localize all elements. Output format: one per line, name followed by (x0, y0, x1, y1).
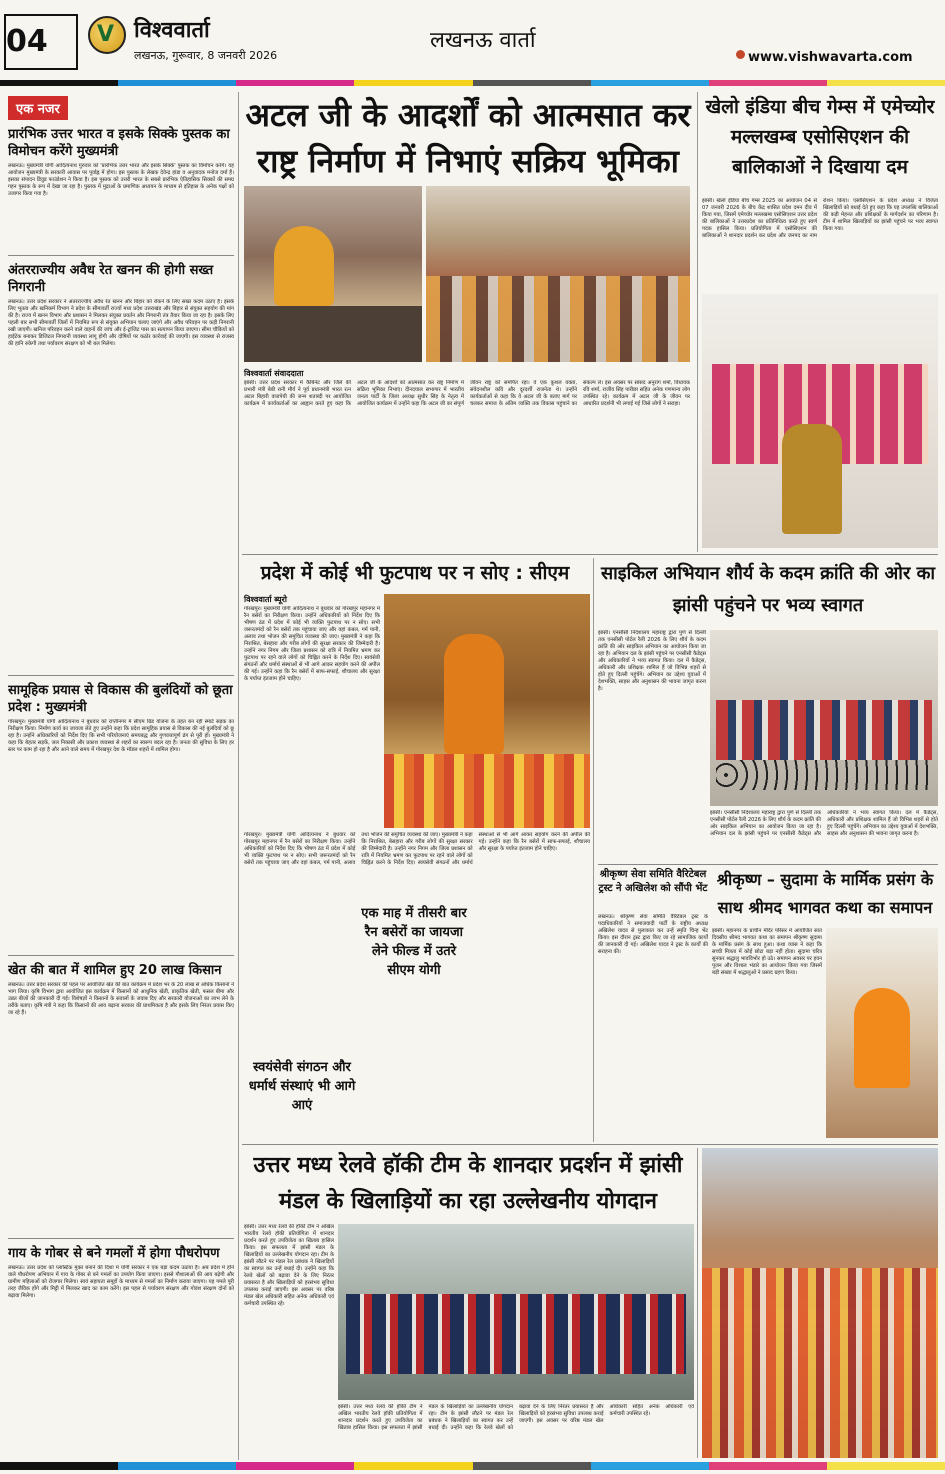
column-rule (238, 92, 239, 1460)
lead-byline: विश्ववार्ता संवाददाता (244, 369, 304, 378)
mallakhamb-photo (702, 294, 938, 548)
katha-crowd-photo (702, 1148, 938, 1458)
left-column (8, 96, 234, 1458)
cycle-photo (710, 630, 938, 806)
photo-figure (854, 988, 910, 1088)
photo-wheels (716, 760, 932, 790)
footpath-byline: विश्ववार्ता ब्यूरो (244, 595, 287, 604)
column-rule (697, 1148, 698, 1458)
divider (8, 255, 234, 256)
divider (8, 955, 234, 956)
story-body: लखनऊ। मुख्यमंत्री योगी आदित्यनाथ गुरुवार को 'प्रारंभिक उत्तर भारत और इसके सिक्के' पुस्तक का विमोचन करेंगे। यह आयोजन मुख्यमंत्री के सरकारी आवास पर पूर्वाह्न में होगा। इस पुस्तक के लेखक देवेन्द्र हांडा व अनुवादक मनोज दर्मा हैं। इसका संपादन डिवुड फाउंडेशन ने किया है। इस पुस्तक को उत्तरी भारत के सबसे प्रारंभिक ऐतिहासिक सिक्कों की समग्र गहन पुस्तक के रूप में देखा जा रहा है। पुस्तक में मुद्राओं के प्रमाणिक अध्ययन के माध्यम से इतिहास के अनेक पक्षों को उजागर किया गया है। (8, 163, 234, 197)
logo-letter: V (97, 22, 115, 47)
photo-figure (274, 226, 334, 306)
hockey-body-cont: झांसी। उत्तर मध्य रेलवे की हॉकी टीम ने अखिल भारतीय रेलवे हॉकी प्रतियोगिता में शानदार प्रदर्शन करते हुए उपविजेता का खिताब हासिल किया। इस सफलता में झांसी मंडल के खिलाड़ियों का उल्लेखनीय योगदान रहा। टीम के झांसी लौटने पर मंडल रेल प्रबंधक ने खिलाड़ियों का स्वागत कर उन्हें बधाई दी। उन्होंने कहा कि रेलवे खेलों को बढ़ावा देने के लिए निरंतर प्रयासरत है और खिलाड़ियों को हरसंभव सुविधा उपलब्ध कराई जाएगी। इस अवसर पर वरिष्ठ मंडल खेल अधिकारी सहित अनेक अधिकारी एवं कर्मचारी उपस्थित रहे। (338, 1404, 694, 1431)
callout-2: स्वयंसेवी संगठन और धर्मार्थ संस्थाएं भी आगे आएं (248, 1060, 356, 1113)
row-divider (598, 864, 938, 865)
photo-team-row (346, 1294, 686, 1374)
photo-cyclists (716, 700, 932, 760)
story-headline: प्रारंभिक उत्तर भारत व इसके सिक्के पुस्तक का विमोचन करेंगे मुख्यमंत्री (8, 127, 230, 159)
photo-crowd (426, 276, 690, 362)
footpath-headline: प्रदेश में कोई भी फुटपाथ पर न सोए : सीएम (260, 562, 570, 584)
story-body: लखनऊ। उत्तर प्रदेश सरकार ने अंतरराज्यीय अवैध रेत खनन और बिहार को रोकने के लिए सख्त कदम उठाए हैं। इसके लिए भूतत्व और खनिकर्म विभाग ने प्रदेश के सीमावर्ती राज्यों मध्य प्रदेश उत्तराखंड और बिहार से संयुक्त सहयोग की मांग की है। राज्य में खनन विभाग और प्रशासन ने मिलकर संयुक्त प्रवर्तन और निगरानी तंत्र तैयार किया जा रहा है। इसके लिए पहली बार सभी सीमावर्ती जिलों में नियमित रूप से संयुक्त अभियान चलाए जाएंगे और अवैध परिवहन पर कड़ी निगरानी रखी जाएगी। खनिज परिवहन करने वाले वाहनों की जांच और ई-ट्रांजिट पास का सत्यापन किया जाएगा। सीमा चौकियों को हाईटेक बनाकर डिजिटल निगरानी व्यवस्था लागू होगी और दोषियों पर कठोर कार्रवाई की जाएगी। इस व्यवस्था से राजस्व की हानि रुकेगी तथा पर्यावरण संरक्षण को भी बल मिलेगा। (8, 299, 234, 347)
lead-body: झांसी। उत्तर प्रदेश सरकार में कैबिनेट और जिले की प्रभारी मंत्री बेबी रानी मौर्य ने पूर्व प्रधानमंत्री भारत रत्न अटल बिहारी वाजपेयी की जन्म शताब्दी पर आयोजित कार्यक्रम में कार्यकर्ताओं का आह्वान करते हुए कहा कि अटल जी के आदर्शों को आत्मसात कर राष्ट्र निर्माण में सक्रिय भूमिका निभाएं। दीनदयाल सभागार में भारतीय जनता पार्टी के जिला अध्यक्ष सुधीर सिंह के नेतृत्व में आयोजित कार्यक्रम में उन्होंने कहा कि अटल जी का संपूर्ण जीवन राष्ट्र को समर्पित रहा। वे एक कुशल वक्ता, संवेदनशील कवि और दूरदर्शी राजनेता थे। उन्होंने कार्यकर्ताओं से कहा कि वे अटल जी के बताए मार्ग पर चलकर समाज के अंतिम व्यक्ति तक विकास पहुंचाने का संकल्प लें। इस अवसर पर सांसद अनुराग शर्मा, विधायक रवि शर्मा, राजीव सिंह पारीछा सहित अनेक गणमान्य लोग उपस्थित रहे। कार्यक्रम में अटल जी के जीवन पर आधारित प्रदर्शनी भी लगाई गई जिसे लोगों ने सराहा। (244, 380, 690, 407)
right-top-headline: खेलो इंडिया बीच गेम्स में एमेच्योर मल्लखम्ब एसोसिएशन की बालिकाओं ने दिखाया दम (705, 96, 935, 178)
krishna-headline: श्रीकृष्ण – सुदामा के मार्मिक प्रसंग के साथ श्रीमद भागवत कथा का समापन (716, 870, 934, 917)
row-divider (242, 1144, 938, 1145)
story-body: लखनऊ। उत्तर प्रदेश सरकार की पहल पर आयोजित खेत की बात कार्यक्रम में प्रदेश भर के 20 लाख से अधिक किसानों ने भाग लिया। कृषि विभाग द्वारा आयोजित इस कार्यक्रम में किसानों को आधुनिक खेती, प्राकृतिक खेती, फसल बीमा और उन्नत बीजों की जानकारी दी गई। विशेषज्ञों ने किसानों के सवालों के जवाब दिए और सरकारी योजनाओं का लाभ लेने के तरीके बताए। कृषि मंत्री ने कहा कि किसानों की आय बढ़ाना सरकार की प्राथमिकता है और इसके लिए निरंतर प्रयास किए जा रहे हैं। (8, 982, 234, 1016)
color-registration-bar (0, 80, 945, 86)
cycle-body: झांसी। एनसीसी निदेशालय महाराष्ट्र द्वारा पुणे से दिल्ली तक एनसीसी पोर्टल रैली 2026 के लिए शौर्य के कदम क्रांति की ओर साइकिल अभियान का आयोजन किया जा रहा है। अभियान दल के झांसी पहुंचने पर एनसीसी कैडेट्स और अधिकारियों ने भव्य स्वागत किया। दल में कैडेट्स, अधिकारी और प्रशिक्षक शामिल हैं जो विभिन्न शहरों से होते हुए दिल्ली पहुंचेंगे। अभियान का उद्देश्य युवाओं में देशभक्ति, साहस और अनुशासन की भावना जागृत करना है। (598, 630, 706, 692)
lead-photo-1 (244, 186, 422, 362)
photo-flowers (384, 754, 590, 828)
divider (8, 1238, 234, 1239)
hockey-body: झांसी। उत्तर मध्य रेलवे की हॉकी टीम ने अखिल भारतीय रेलवे हॉकी प्रतियोगिता में शानदार प्रदर्शन करते हुए उपविजेता का खिताब हासिल किया। इस सफलता में झांसी मंडल के खिलाड़ियों का उल्लेखनीय योगदान रहा। टीम के झांसी लौटने पर मंडल रेल प्रबंधक ने खिलाड़ियों का स्वागत कर उन्हें बधाई दी। उन्होंने कहा कि रेलवे खेलों को बढ़ावा देने के लिए निरंतर प्रयासरत है और खिलाड़ियों को हरसंभव सुविधा उपलब्ध कराई जाएगी। इस अवसर पर वरिष्ठ मंडल खेल अधिकारी सहित अनेक अधिकारी एवं कर्मचारी उपस्थित रहे। (244, 1224, 334, 1307)
bottom-color-bar (0, 1462, 945, 1470)
brand-logo (88, 16, 126, 54)
seva-headline: श्रीकृष्ण सेवा समिति वैरिटेबल ट्रस्ट ने अखिलेश को सौंपी भेंट (598, 869, 708, 894)
section-title: लखनऊ वार्ता (430, 28, 536, 53)
right-top-body: झांसी। खेलो इंडिया बीच गेम्स 2025 का आयोजन 04 से 07 जनवरी 2026 के बीच केंद्र शासित प्रदेश दमन दीव में किया गया, जिसमें एमेच्योर मल्लखम्ब एसोसिएशन उत्तर प्रदेश की बालिकाओं ने उत्तरप्रदेश का प्रतिनिधित्व करते हुए स्वर्ण पदक हासिल किया। प्रतियोगिता में एसोसिएशन की बालिकाओं ने शानदार प्रदर्शन कर प्रदेश और जनपद का नाम रोशन किया। एसोसिएशन के प्रदेश अध्यक्ष ने विजेता खिलाड़ियों को बधाई देते हुए कहा कि यह उपलब्धि बालिकाओं की कड़ी मेहनत और प्रशिक्षकों के मार्गदर्शन का परिणाम है। टीम में शामिल खिलाड़ियों का झांसी पहुंचने पर भव्य स्वागत किया गया। (702, 198, 938, 239)
photo-trophy (782, 424, 842, 534)
footpath-body-col1: गोरखपुर। मुख्यमंत्री योगी आदित्यनाथ ने बुधवार को गोरखपुर महानगर में रैन बसेरों का निरीक्षण किया। उन्होंने अधिकारियों को निर्देश दिए कि भीषण ठंड में प्रदेश में कोई भी व्यक्ति फुटपाथ पर न सोए। सभी जरूरतमंदों को रैन बसेरों तक पहुंचाया जाए और वहां कंबल, गर्म पानी, अलाव तथा भोजन की समुचित व्यवस्था की जाए। मुख्यमंत्री ने कहा कि निराश्रित, बेसहारा और गरीब लोगों की सुरक्षा सरकार की जिम्मेदारी है। उन्होंने नगर निगम और जिला प्रशासन को रात्रि में नियमित भ्रमण कर फुटपाथ पर रहने वाले लोगों को चिह्नित करने के निर्देश दिए। स्वयंसेवी संगठनों और धर्मार्थ संस्थाओं से भी आगे आकर सहयोग करने की अपील की गई। उन्होंने कहा कि रैन बसेरों में साफ-सफाई, शौचालय और सुरक्षा के पर्याप्त इंतजाम होने चाहिए। (244, 606, 380, 682)
cycle-headline: साइकिल अभियान शौर्य के कदम क्रांति की ओर का झांसी पहुंचने पर भव्य स्वागत (600, 563, 936, 616)
cm-photo (384, 594, 590, 828)
row-divider (242, 554, 938, 555)
story-headline: गाय के गोबर से बने गमलों में होगा पौधरोपण (8, 1246, 220, 1261)
krishna-body: झांसी। महानगर के प्राचीन मंदिर परिसर में आयोजित सात दिवसीय श्रीमद भागवत कथा का समापन श्रीकृष्ण सुदामा के मार्मिक प्रसंग के साथ हुआ। कथा व्यास ने कहा कि सच्ची मित्रता में कोई छोटा बड़ा नहीं होता। सुदामा चरित्र सुनकर श्रद्धालु भावविभोर हो उठे। समापन अवसर पर हवन पूजन और विशाल भंडारे का आयोजन किया गया जिसमें बड़ी संख्या में श्रद्धालुओं ने प्रसाद ग्रहण किया। (712, 928, 822, 976)
divider (8, 675, 234, 676)
column-rule (697, 92, 698, 552)
hockey-photo (338, 1224, 694, 1400)
cycle-body-cont: झांसी। एनसीसी निदेशालय महाराष्ट्र द्वारा पुणे से दिल्ली तक एनसीसी पोर्टल रैली 2026 के लिए शौर्य के कदम क्रांति की ओर साइकिल अभियान का आयोजन किया जा रहा है। अभियान दल के झांसी पहुंचने पर एनसीसी कैडेट्स और अधिकारियों ने भव्य स्वागत किया। दल में कैडेट्स, अधिकारी और प्रशिक्षक शामिल हैं जो विभिन्न शहरों से होते हुए दिल्ली पहुंचेंगे। अभियान का उद्देश्य युवाओं में देशभक्ति, साहस और अनुशासन की भावना जागृत करना है। (710, 810, 938, 837)
photo-crowd (702, 1268, 938, 1458)
lead-photo-2 (426, 186, 690, 362)
story-headline: अंतरराज्यीय अवैध रेत खनन की होगी सख्त निगरानी (8, 263, 214, 295)
brand-name: विश्ववार्ता (134, 18, 210, 43)
masthead (0, 0, 945, 86)
globe-icon (736, 50, 745, 59)
footpath-body-cont: गोरखपुर। मुख्यमंत्री योगी आदित्यनाथ ने बुधवार को गोरखपुर महानगर में रैन बसेरों का निरीक्षण किया। उन्होंने अधिकारियों को निर्देश दिए कि भीषण ठंड में प्रदेश में कोई भी व्यक्ति फुटपाथ पर न सोए। सभी जरूरतमंदों को रैन बसेरों तक पहुंचाया जाए और वहां कंबल, गर्म पानी, अलाव तथा भोजन की समुचित व्यवस्था की जाए। मुख्यमंत्री ने कहा कि निराश्रित, बेसहारा और गरीब लोगों की सुरक्षा सरकार की जिम्मेदारी है। उन्होंने नगर निगम और जिला प्रशासन को रात्रि में नियमित भ्रमण कर फुटपाथ पर रहने वाले लोगों को चिह्नित करने के निर्देश दिए। स्वयंसेवी संगठनों और धर्मार्थ संस्थाओं से भी आगे आकर सहयोग करने की अपील की गई। उन्होंने कहा कि रैन बसेरों में साफ-सफाई, शौचालय और सुरक्षा के पर्याप्त इंतजाम होने चाहिए। (244, 832, 590, 866)
callout-1: एक माह में तीसरी बार रैन बसेरों का जायजा लेने फील्ड में उतरे सीएम योगी (361, 906, 467, 978)
story-headline: सामूहिक प्रयास से विकास की बुलंदियों को छूता प्रदेश : मुख्यमंत्री (8, 683, 233, 715)
seva-body: लखनऊ। श्रीकृष्ण सेवा समिति वैरिटेबल ट्रस्ट के पदाधिकारियों ने समाजवादी पार्टी के राष्ट्रीय अध्यक्ष अखिलेश यादव से मुलाकात कर उन्हें स्मृति चिन्ह भेंट किया। इस दौरान ट्रस्ट द्वारा किए जा रहे सामाजिक कार्यों की जानकारी दी गई। अखिलेश यादव ने ट्रस्ट के कार्यों की सराहना की। (598, 914, 708, 955)
page-number: 04 (6, 24, 48, 59)
lead-headline: अटल जी के आदर्शों को आत्मसात कर राष्ट्र निर्माण में निभाएं सक्रिय भूमिका (245, 96, 691, 180)
website-link[interactable]: www.vishwavarta.com (748, 50, 913, 65)
photo-figure (444, 634, 504, 754)
story-body: गोरखपुर। मुख्यमंत्री योगी आदित्यनाथ ने बुधवार को राप्तीनगर में सीएम ग्रिड योजना के तहत बन रही स्मार्ट सड़क का निरीक्षण किया। निर्माण कार्य का जायजा लेते हुए उन्होंने कहा कि प्रदेश सामूहिक प्रयास से विकास की नई बुलंदियों को छू रहा है। उन्होंने अधिकारियों को निर्देश दिए कि सभी परियोजनाएं समयबद्ध और गुणवत्तापूर्ण ढंग से पूरी हों। मुख्यमंत्री ने कहा कि बेहतर सड़कें, जल निकासी और प्रकाश व्यवस्था से शहरों का स्वरूप बदल रहा है। जनता की सुविधा के लिए हर स्तर पर काम हो रहा है और आने वाले समय में गोरखपुर देश के मॉडल शहरों में शामिल होगा। (8, 719, 234, 753)
story-headline: खेत की बात में शामिल हुए 20 लाख किसान (8, 963, 222, 978)
photo-foreground (244, 306, 422, 362)
dateline: लखनऊ, गुरूवार, 8 जनवरी 2026 (134, 49, 278, 62)
hockey-headline: उत्तर मध्य रेलवे हॉकी टीम के शानदार प्रदर्शन में झांसी मंडल के खिलाड़ियों का रहा उल्लेखनीय योगदान (253, 1153, 683, 1214)
katha-photo (826, 928, 938, 1138)
ek-nazar-label: एक नजर (8, 96, 68, 120)
story-body: लखनऊ। उत्तर प्रदेश को प्लास्टिक मुक्त बनाने की दिशा में योगी सरकार ने एक बड़ा कदम उठाया है। अब प्रदेश में होने वाले पौधरोपण अभियान में गाय के गोबर से बने गमलों का उपयोग किया जाएगा। इससे गौशालाओं की आय बढ़ेगी और ग्रामीण महिलाओं को रोजगार मिलेगा। स्वयं सहायता समूहों के माध्यम से गमलों का निर्माण कराया जाएगा। यह गमले पूरी तरह जैविक होंगे और मिट्टी में मिलकर खाद का काम करेंगे। इस पहल से पर्यावरण संरक्षण और गोवंश संरक्षण दोनों को बढ़ावा मिलेगा। (8, 1265, 234, 1299)
column-rule (593, 558, 594, 1142)
